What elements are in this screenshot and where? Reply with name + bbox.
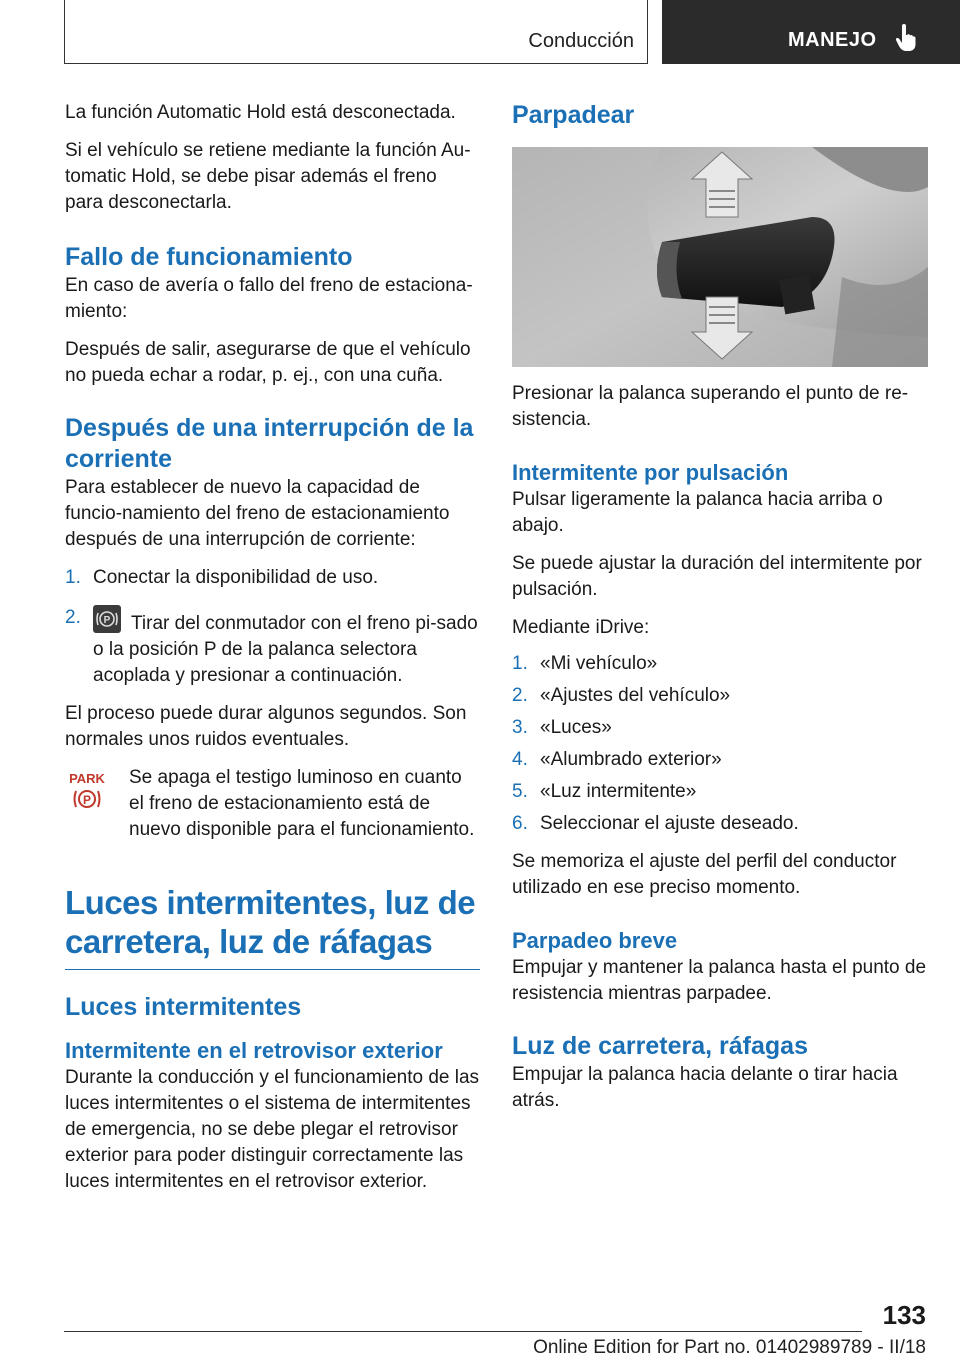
turn-signal-lever-illustration [512, 147, 928, 367]
paragraph: La función Automatic Hold está desconectada. [65, 102, 456, 123]
svg-text:P: P [82, 793, 92, 807]
park-warning-icon [65, 765, 129, 843]
step-number: 1. [65, 567, 81, 588]
step-number: 6. [512, 813, 528, 834]
paragraph: En caso de avería o fallo del freno de estaciona-miento: [65, 275, 473, 322]
step-text: «Ajustes del vehículo» [540, 685, 731, 706]
note-box [65, 765, 480, 843]
paragraph: Para establecer de nuevo la capacidad de funcio-namiento del freno de estacionamiento después de una interrupción de corriente: [65, 477, 450, 550]
header-section-title: Conducción [528, 30, 634, 52]
step-text: «Mi vehículo» [540, 653, 658, 674]
list-item [512, 715, 928, 741]
heading-fallo: Fallo de funcionamiento [65, 243, 353, 271]
list-item [512, 747, 928, 773]
paragraph: Empujar y mantener la palanca hasta el punto de resistencia mientras parpadee. [512, 957, 927, 1004]
step-number: 4. [512, 749, 528, 770]
step-number: 3. [512, 717, 528, 738]
paragraph: Pulsar ligeramente la palanca hacia arriba o abajo. [512, 489, 883, 536]
header-chapter-title: MANEJO [788, 29, 877, 51]
heading-rule [65, 969, 480, 970]
paragraph: Mediante iDrive: [512, 617, 650, 638]
step-text: «Alumbrado exterior» [540, 749, 722, 770]
page-number: 133 [882, 1300, 926, 1330]
list-item [512, 779, 928, 805]
hand-pointer-icon [895, 24, 917, 52]
header-chapter-tab [662, 0, 960, 64]
step-body [93, 605, 480, 689]
paragraph: El proceso puede durar algunos segundos. Son normales unos ruidos eventuales. [65, 703, 467, 750]
step-text: «Luces» [540, 717, 612, 738]
list-item [65, 605, 480, 689]
heading-parpadear: Parpadear [512, 101, 635, 129]
svg-text:P: P [103, 615, 111, 626]
step-text: Seleccionar el ajuste deseado. [540, 813, 799, 834]
step-text: «Luz intermitente» [540, 781, 697, 802]
paragraph: Después de salir, asegurarse de que el vehículo no pueda echar a rodar, p. ej., con una cuña. [65, 339, 471, 386]
paragraph: Se memoriza el ajuste del perfil del conductor utilizado en ese preciso momento. [512, 851, 897, 898]
parking-brake-button-icon [93, 605, 121, 633]
list-item [512, 651, 928, 677]
paragraph: Empujar la palanca hacia delante o tirar hacia atrás. [512, 1064, 898, 1111]
heading-luces-intermitentes: Luces intermitentes [65, 993, 302, 1021]
step-text: Tirar del conmutador con el freno pi-sado o la posición P de la palanca selectora acoplada y presionar a continuación. [93, 613, 478, 686]
heading-carretera: Luz de carretera, ráfagas [512, 1032, 808, 1060]
list-item [512, 683, 928, 709]
step-text: Conectar la disponibilidad de uso. [93, 567, 379, 588]
heading-retrovisor: Intermitente en el retrovisor exterior [65, 1038, 443, 1063]
heading-luces: Luces intermitentes, luz de carretera, luz de ráfagas [65, 884, 476, 960]
paragraph: Durante la conducción y el funcionamiento de las luces intermitentes o el sistema de intermitentes de emergencia, no se debe plegar el retrovisor exterior para poder distinguir correctamente las luces intermitentes en el retrovisor exterior. [65, 1067, 480, 1192]
footer-edition: Online Edition for Part no. 01402989789 - II/18 [533, 1337, 926, 1358]
right-column [512, 100, 928, 1126]
step-number: 1. [512, 653, 528, 674]
steps-list [65, 565, 480, 689]
paragraph: Si el vehículo se retiene mediante la función Au-tomatic Hold, se debe pisar además el freno para desconectarla. [65, 140, 471, 213]
footer-rule [64, 1331, 862, 1332]
step-number: 2. [65, 607, 81, 628]
list-item [512, 811, 928, 837]
paragraph: Presionar la palanca superando el punto de re-sistencia. [512, 383, 909, 430]
heading-parpadeo-breve: Parpadeo breve [512, 928, 678, 953]
menu-steps-list [512, 651, 928, 837]
step-number: 2. [512, 685, 528, 706]
paragraph: Se puede ajustar la duración del intermitente por pulsación. [512, 553, 922, 600]
heading-interrupcion: Después de una interrupción de la corriente [65, 414, 474, 473]
heading-pulsacion: Intermitente por pulsación [512, 460, 789, 485]
note-text: Se apaga el testigo luminoso en cuanto el freno de estacionamiento está de nuevo disponible para el funcionamiento. [129, 767, 475, 840]
left-column [65, 100, 480, 1207]
step-number: 5. [512, 781, 528, 802]
park-icon-label: PARK [69, 771, 105, 786]
list-item [65, 565, 480, 591]
